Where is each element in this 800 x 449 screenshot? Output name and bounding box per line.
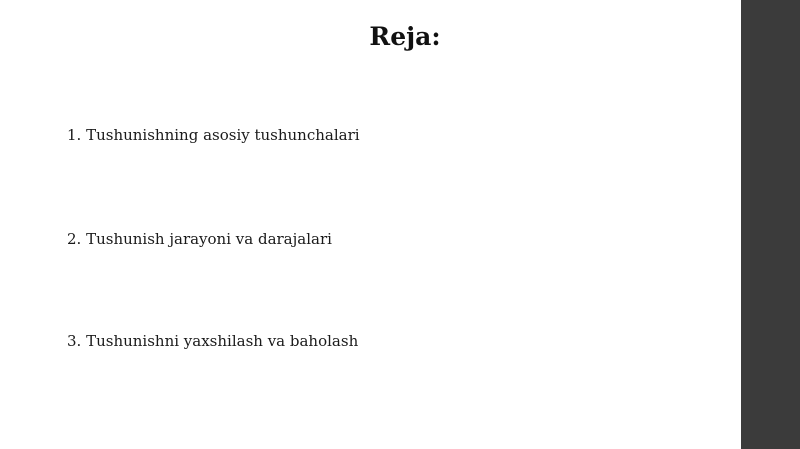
plan-item-2: 2. Tushunish jarayoni va darajalari	[67, 230, 332, 248]
dark-side-panel	[741, 0, 800, 449]
plan-item-1: 1. Tushunishning asosiy tushunchalari	[67, 126, 360, 144]
slide-title: Reja:	[369, 22, 441, 51]
plan-item-3: 3. Tushunishni yaxshilash va baholash	[67, 332, 359, 350]
